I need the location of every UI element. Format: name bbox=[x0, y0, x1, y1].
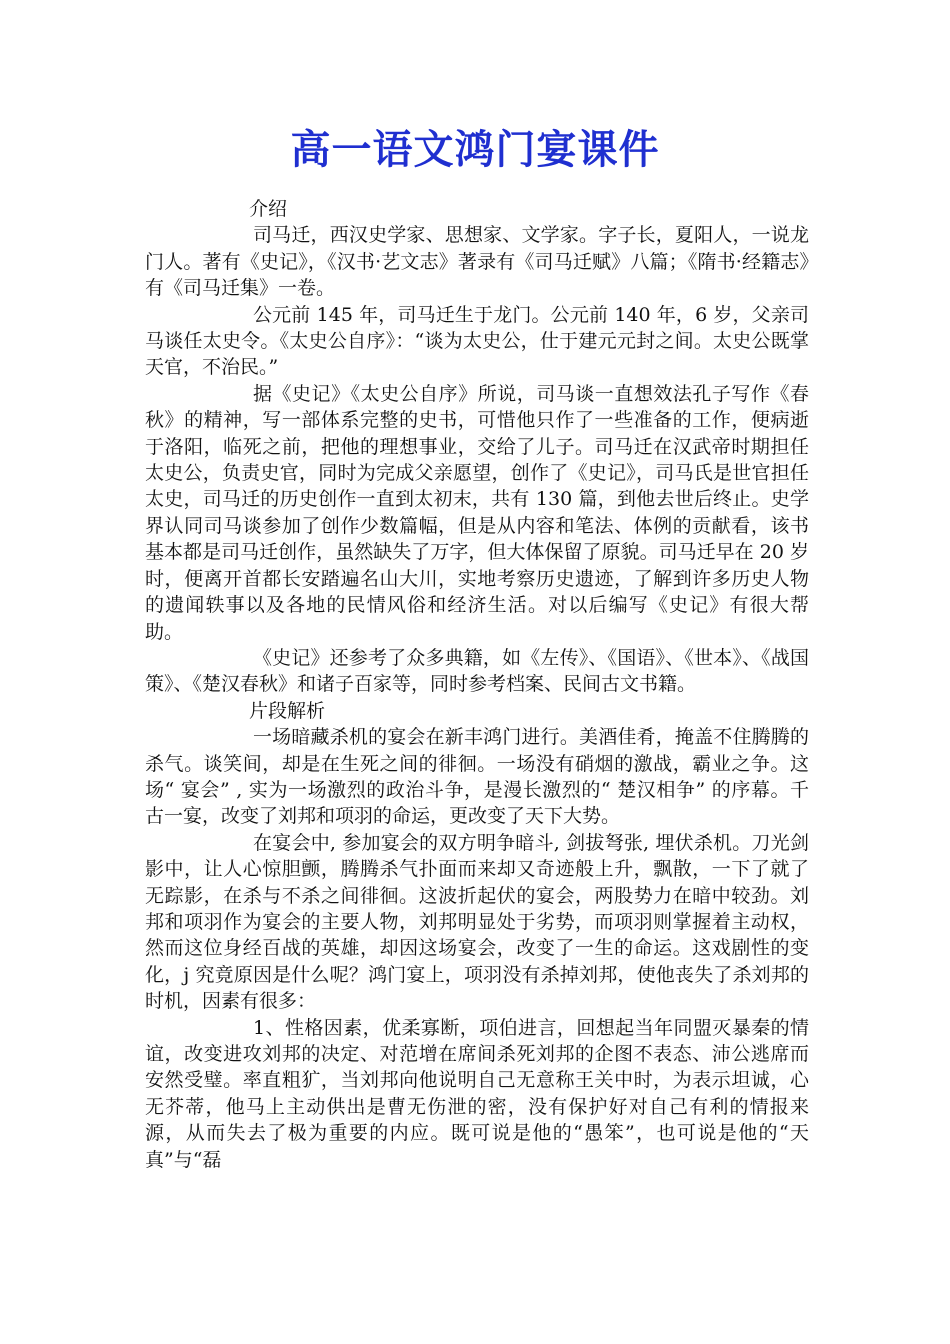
section-analysis bbox=[145, 698, 809, 1173]
paragraph: 一场暗藏杀机的宴会在新丰鸿门进行。美酒佳肴，掩盖不住腾腾的杀气。谈笑间，却是在生死之间的徘徊。一场没有硝烟的激战，霸业之争。这场“ 宴会” , 实为一场激烈的政治斗争，是漫长激烈的“ 楚汉相争” 的序幕。千古一宴，改变了刘邦和项羽的命运，更改变了天下大势。 bbox=[145, 726, 809, 828]
section-heading: 片段解析 bbox=[249, 699, 326, 722]
section-heading: 介绍 bbox=[249, 198, 288, 220]
section-intro bbox=[145, 196, 809, 698]
paragraph: 在宴会中, 参加宴会的双方明争暗斗, 剑拔弩张, 埋伏杀机。刀光剑影中，让人心惊胆颤，腾腾杀气扑面而来却又奇迹般上升，飘散，一下了就了无踪影，在杀与不杀之间徘徊。这波折起伏的宴会，两股势力在暗中较劲。刘邦和项羽作为宴会的主要人物，刘邦明显处于劣势，而项羽则掌握着主动权，然而这位身经百战的英雄，却因这场宴会，改变了一生的命运。这戏剧性的变化，j 究竟原因是什么呢？鸿门宴上，项羽没有杀掉刘邦，使他丧失了杀刘邦的时机，因素有很多： bbox=[145, 831, 809, 1013]
document-body bbox=[145, 196, 809, 1173]
paragraph: 1、性格因素，优柔寡断，项伯进言，回想起当年同盟灭暴秦的情谊，改变进攻刘邦的决定、对范增在席间杀死刘邦的企图不表态、沛公逃席而安然受璧。率直粗犷，当刘邦向他说明自己无意称王关中时，为表示坦诚，心无芥蒂，他马上主动供出是曹无伤泄的密，没有保护好对自己有利的情报来源，从而失去了极为重要的内应。既可说是他的“愚笨”，也可说是他的“天真”与“磊 bbox=[145, 1016, 809, 1171]
paragraph: 据《史记》《太史公自序》所说，司马谈一直想效法孔子写作《春秋》的精神，写一部体系完整的史书，可惜他只作了一些准备的工作，便病逝于洛阳，临死之前，把他的理想事业，交给了儿子。司马迁在汉武帝时期担任太史公，负责史官，同时为完成父亲愿望，创作了《史记》，司马氏是世官担任太史，司马迁的历史创作一直到太初末，共有 130 篇，到他去世后终止。史学界认同司马谈参加了创作少数篇幅，但是从内容和笔法、体例的贡献看，该书基本都是司马迁创作，虽然缺失了万字，但大体保留了原貌。司马迁早在 20 岁时，便离开首都长安踏遍名山大川，实地考察历史遗迹，了解到许多历史人物的遗闻轶事以及各地的民情风俗和经济生活。对以后编写《史记》有很大帮助。 bbox=[145, 382, 809, 643]
document-title: 高一语文鸿门宴课件 bbox=[290, 126, 660, 173]
paragraph: 司马迁，西汉史学家、思想家、文学家。字子长，夏阳人，一说龙门人。著有《史记》，《汉书·艺文志》著录有《司马迁赋》八篇；《隋书·经籍志》有《司马迁集》一卷。 bbox=[145, 224, 809, 300]
paragraph: 《史记》还参考了众多典籍，如《左传》、《国语》、《世本》、《战国策》、《楚汉春秋》和诸子百家等，同时参考档案、民间古文书籍。 bbox=[145, 646, 809, 696]
paragraph: 公元前 145 年，司马迁生于龙门。公元前 140 年，6 岁，父亲司马谈任太史令。《太史公自序》：“谈为太史公，仕于建元元封之间。太史公既掌天官，不治民。” bbox=[145, 303, 809, 379]
